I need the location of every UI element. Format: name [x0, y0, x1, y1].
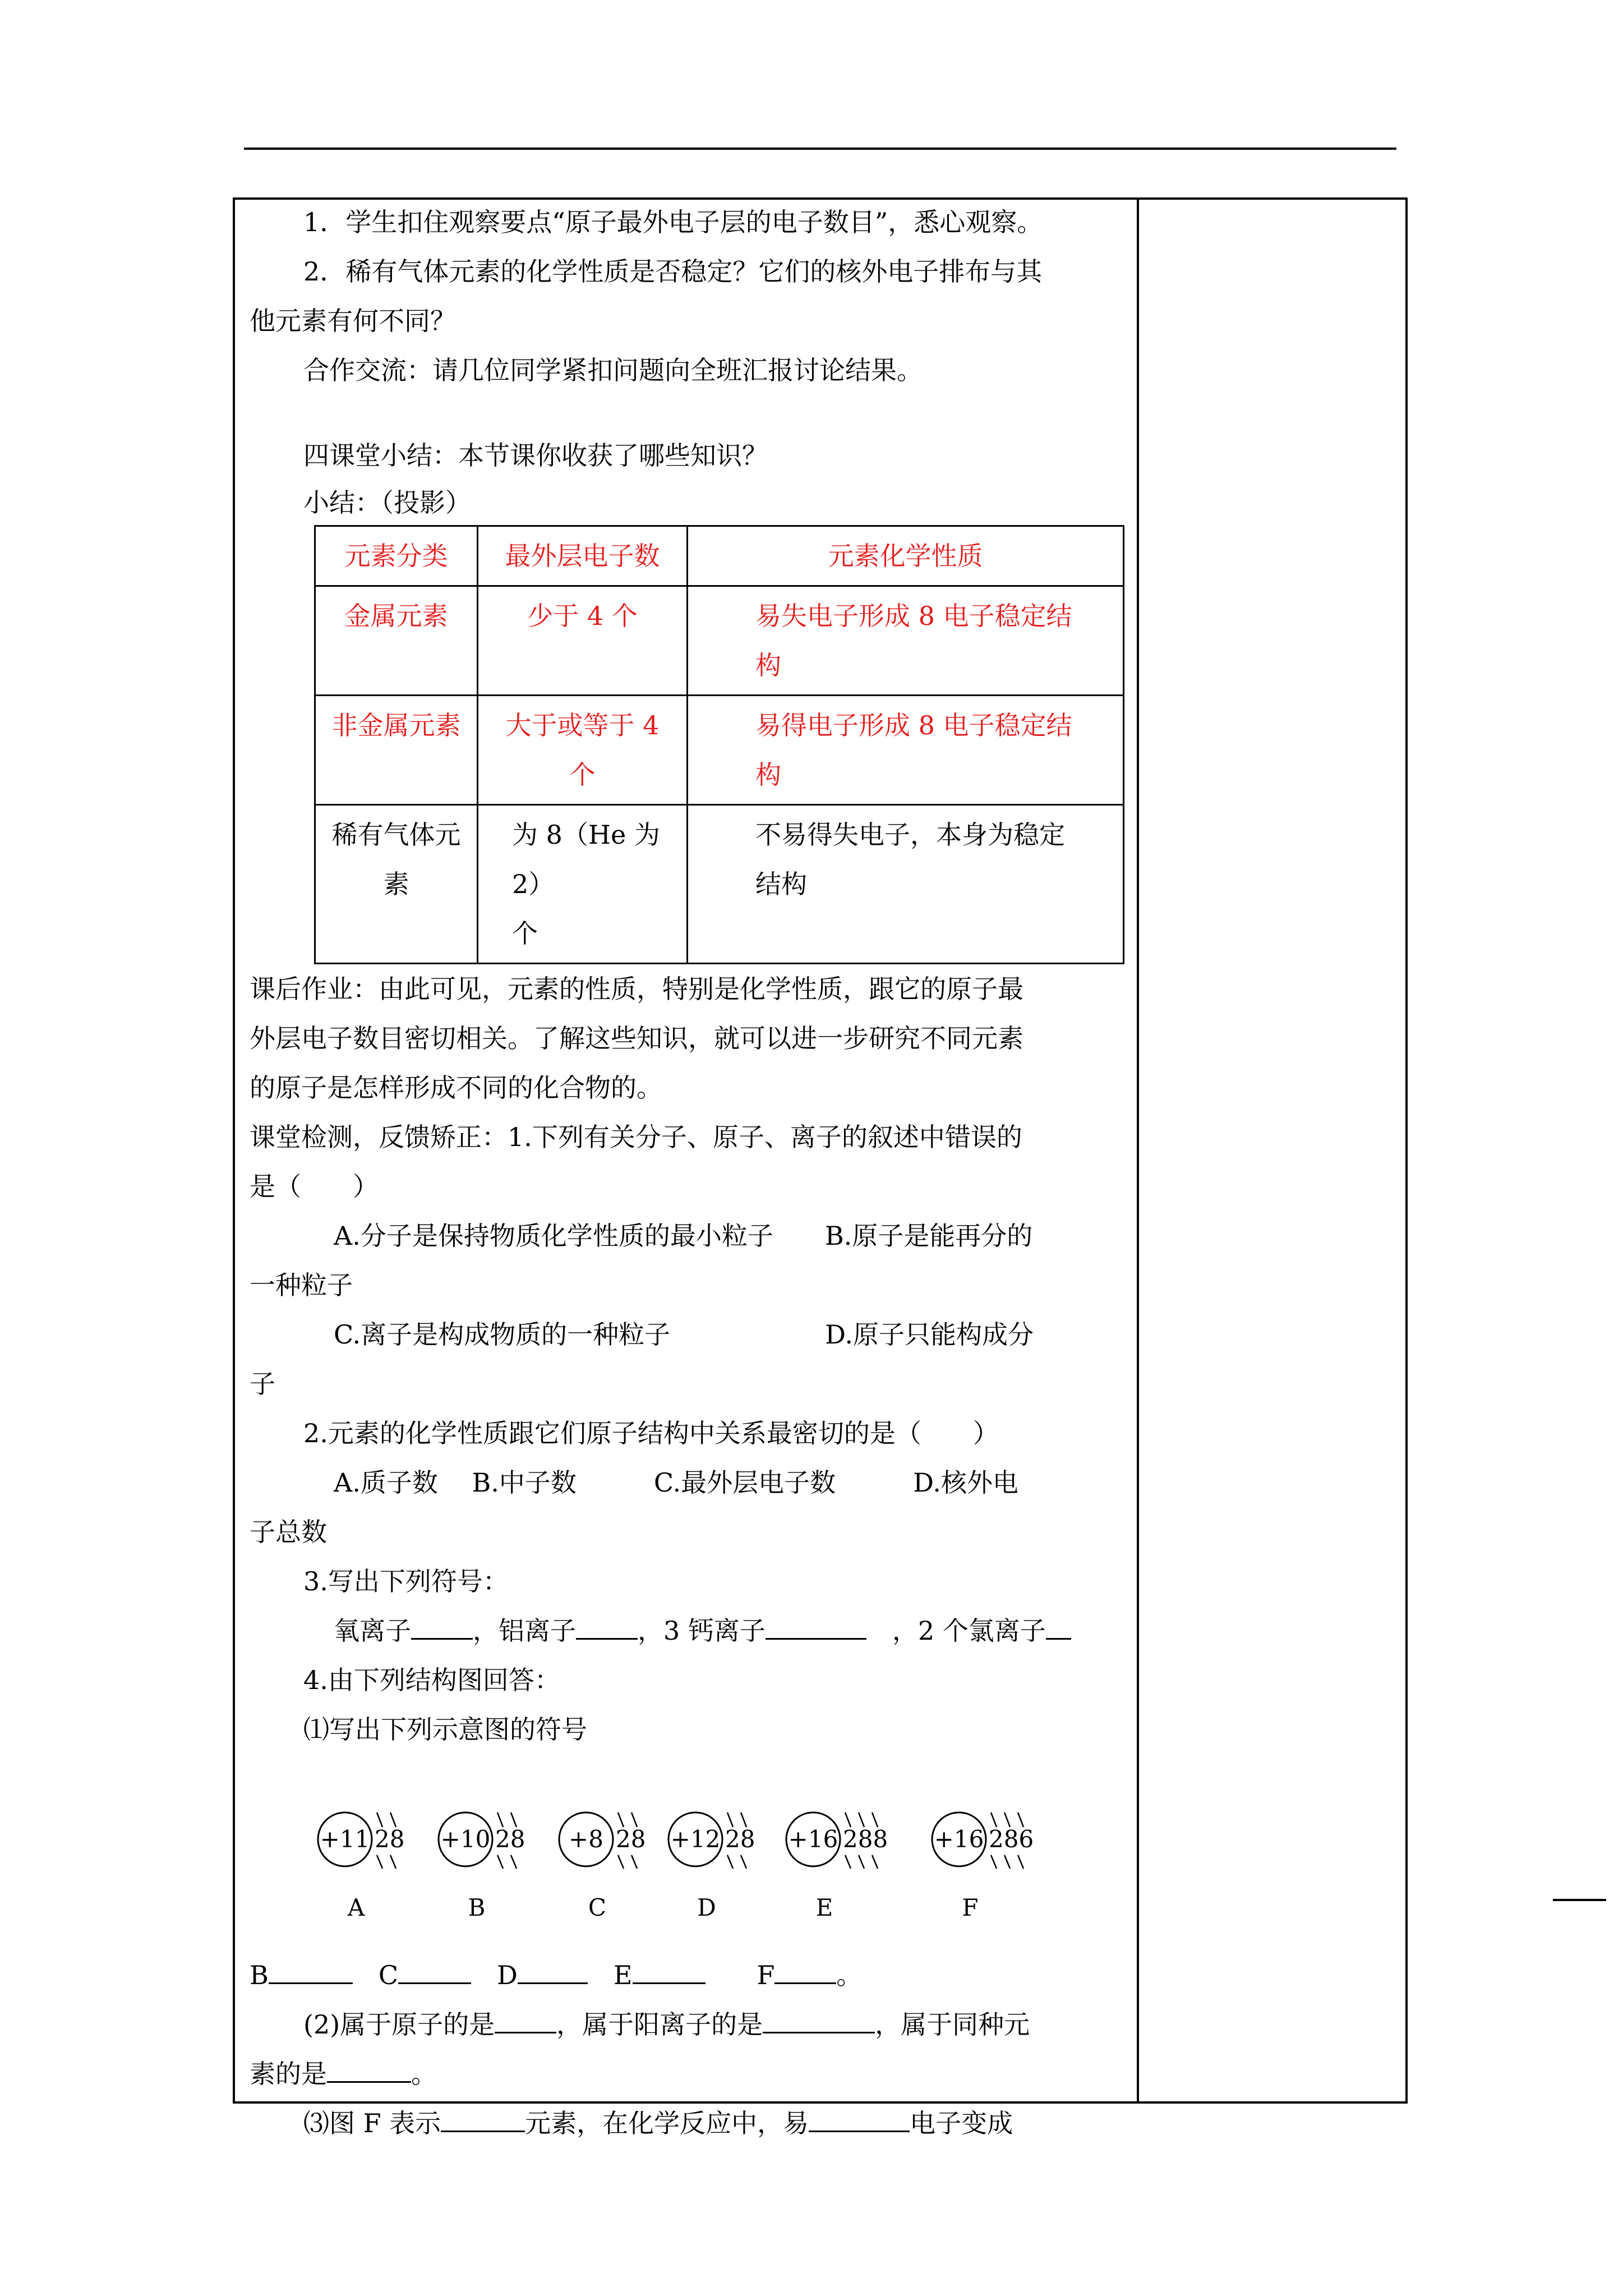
shell-arc: [377, 1855, 382, 1869]
q4-part-3: ⑶图 F 表示 元素，在化学反应中，易 电子变成: [303, 2108, 1013, 2138]
electron-shells: 28: [495, 1825, 525, 1853]
atom-diagram: [928, 1805, 1052, 1921]
electron-shells: 28: [616, 1825, 646, 1853]
q4-part-2-cont: 素的是 。: [250, 2059, 437, 2089]
electron-shells: 286: [989, 1825, 1034, 1853]
question-4: 4.由下列结构图回答：: [303, 1665, 560, 1695]
homework-line-2: 外层电子数目密切相关。了解这些知识，就可以进一步研究不同元素: [250, 1023, 1023, 1053]
shell-arc: [497, 1855, 503, 1869]
q4-part-2: (2)属于原子的是 ，属于阳离子的是 ，属于同种元: [303, 2009, 1030, 2040]
q1-options-ab: A.分子是保持物质化学性质的最小粒子 B.原子是能再分的: [334, 1221, 1033, 1251]
nucleus-charge: +11: [320, 1825, 370, 1853]
shell-arc: [1018, 1855, 1023, 1869]
q2-options: A.质子数 B.中子数 C.最外层电子数 D.核外电: [334, 1467, 1018, 1498]
header-outer-electrons: 最外层电子数: [478, 526, 688, 586]
answer-blank[interactable]: [518, 1960, 588, 1984]
answer-blank[interactable]: [327, 2059, 411, 2083]
question-3: 3.写出下列符号：: [303, 1566, 509, 1596]
table-row: [315, 586, 1124, 696]
shell-arc: [859, 1855, 864, 1869]
atom-diagram: [782, 1805, 906, 1921]
electron-shells: 28: [375, 1825, 405, 1853]
lesson-content: [250, 197, 1124, 2148]
answer-blank[interactable]: [441, 2108, 525, 2132]
answer-blank[interactable]: [1046, 1616, 1071, 1640]
atom-label: D: [697, 1894, 716, 1921]
atom-diagram: [314, 1805, 437, 1921]
cell-classification: 稀有气体元 素: [315, 805, 478, 964]
shell-arc: [390, 1855, 396, 1869]
summary-subtitle: 小结：（投影）: [303, 487, 471, 518]
atom-diagrams: [250, 1788, 1124, 1939]
atom-label: E: [815, 1894, 833, 1921]
check-intro-cont: 是（ ）: [250, 1171, 379, 1202]
intro-line-3: 他元素有何不同？: [250, 306, 456, 336]
answer-blank[interactable]: [398, 1960, 471, 1984]
electron-shells: 288: [843, 1825, 888, 1853]
header-rule: [244, 148, 1396, 150]
column-divider: [1137, 197, 1139, 2104]
header-chemical-property: 元素化学性质: [688, 526, 1124, 586]
atom-label: C: [588, 1894, 607, 1921]
atom-diagram: [555, 1805, 679, 1921]
cell-chemical-property: 不易得失电子，本身为稳定 结构: [688, 805, 1124, 964]
answer-blank[interactable]: [411, 1616, 473, 1640]
answer-blank[interactable]: [269, 1960, 353, 1984]
nucleus-charge: +8: [569, 1825, 603, 1853]
cell-chemical-property: 易失电子形成 8 电子稳定结 构: [688, 586, 1124, 696]
cell-outer-electrons: 大于或等于 4 个: [478, 696, 688, 805]
shell-arc: [618, 1855, 624, 1869]
check-intro: 课堂检测，反馈矫正：1.下列有关分子、原子、离子的叙述中错误的: [250, 1122, 1022, 1152]
homework-line-3: 的原子是怎样形成不同的化合物的。: [250, 1073, 662, 1103]
shell-arc: [727, 1855, 733, 1869]
answer-blank[interactable]: [809, 2108, 910, 2132]
shell-arc: [511, 1855, 517, 1869]
answer-blank[interactable]: [495, 2009, 556, 2033]
q4-answer-blanks: B C D E F 。: [250, 1960, 863, 1990]
atom-diagram: [435, 1805, 558, 1921]
nucleus-charge: +16: [934, 1825, 984, 1853]
shell-arc: [991, 1855, 997, 1869]
q3-blanks: 氧离子 ，铝离子 ，3 钙离子 ，2 个氯离子: [250, 1606, 1124, 1655]
shell-arc: [631, 1855, 637, 1869]
intro-line-2: 2．稀有气体元素的化学性质是否稳定？它们的核外电子排布与其: [303, 256, 1043, 287]
atom-diagram: [665, 1805, 788, 1921]
electron-shells: 28: [725, 1825, 755, 1853]
cell-classification: 金属元素: [315, 586, 478, 696]
nucleus-charge: +12: [670, 1825, 721, 1853]
table-row: [315, 696, 1124, 805]
answer-blank[interactable]: [633, 1960, 706, 1984]
shell-arc: [845, 1855, 851, 1869]
shell-arc: [872, 1855, 878, 1869]
shell-arc: [1004, 1855, 1010, 1869]
answer-blank[interactable]: [763, 2009, 875, 2033]
table-header-row: [315, 526, 1124, 586]
answer-blank[interactable]: [766, 1616, 866, 1640]
homework-line-1: 课后作业：由此可见，元素的性质，特别是化学性质，跟它的原子最: [250, 974, 1023, 1004]
q1-options-ab-cont: 一种粒子: [250, 1270, 353, 1300]
atom-label: F: [962, 1894, 979, 1921]
answer-blank[interactable]: [576, 1616, 638, 1640]
cell-classification: 非金属元素: [315, 696, 478, 805]
q4-part-1: ⑴写出下列示意图的符号: [303, 1714, 587, 1745]
nucleus-charge: +16: [788, 1825, 838, 1853]
header-classification: 元素分类: [315, 526, 478, 586]
q1-options-cd-cont: 子: [250, 1369, 275, 1399]
atom-label: A: [347, 1894, 365, 1921]
intro-line-4: 合作交流：请几位同学紧扣问题向全班汇报讨论结果。: [303, 355, 923, 385]
q1-options-cd: C.离子是构成物质的一种粒子 D.原子只能构成分: [334, 1319, 1034, 1350]
trailing-blank: [1553, 1899, 1606, 1901]
nucleus-charge: +10: [440, 1825, 491, 1853]
intro-line-1: 1．学生扣住观察要点“原子最外电子层的电子数目”，悉心观察。: [303, 207, 1043, 237]
question-2: 2.元素的化学性质跟它们原子结构中关系最密切的是（ ）: [303, 1418, 999, 1448]
cell-outer-electrons: 为 8（He 为 2） 个: [478, 805, 688, 964]
atom-label: B: [468, 1894, 486, 1921]
q2-options-cont: 子总数: [250, 1517, 327, 1547]
cell-chemical-property: 易得电子形成 8 电子稳定结 构: [688, 696, 1124, 805]
summary-table: [314, 525, 1124, 964]
table-row: [315, 805, 1124, 964]
shell-arc: [741, 1855, 746, 1869]
summary-title: 四课堂小结：本节课你收获了哪些知识？: [303, 440, 768, 471]
cell-outer-electrons: 少于 4 个: [478, 586, 688, 696]
answer-blank[interactable]: [774, 1960, 836, 1984]
